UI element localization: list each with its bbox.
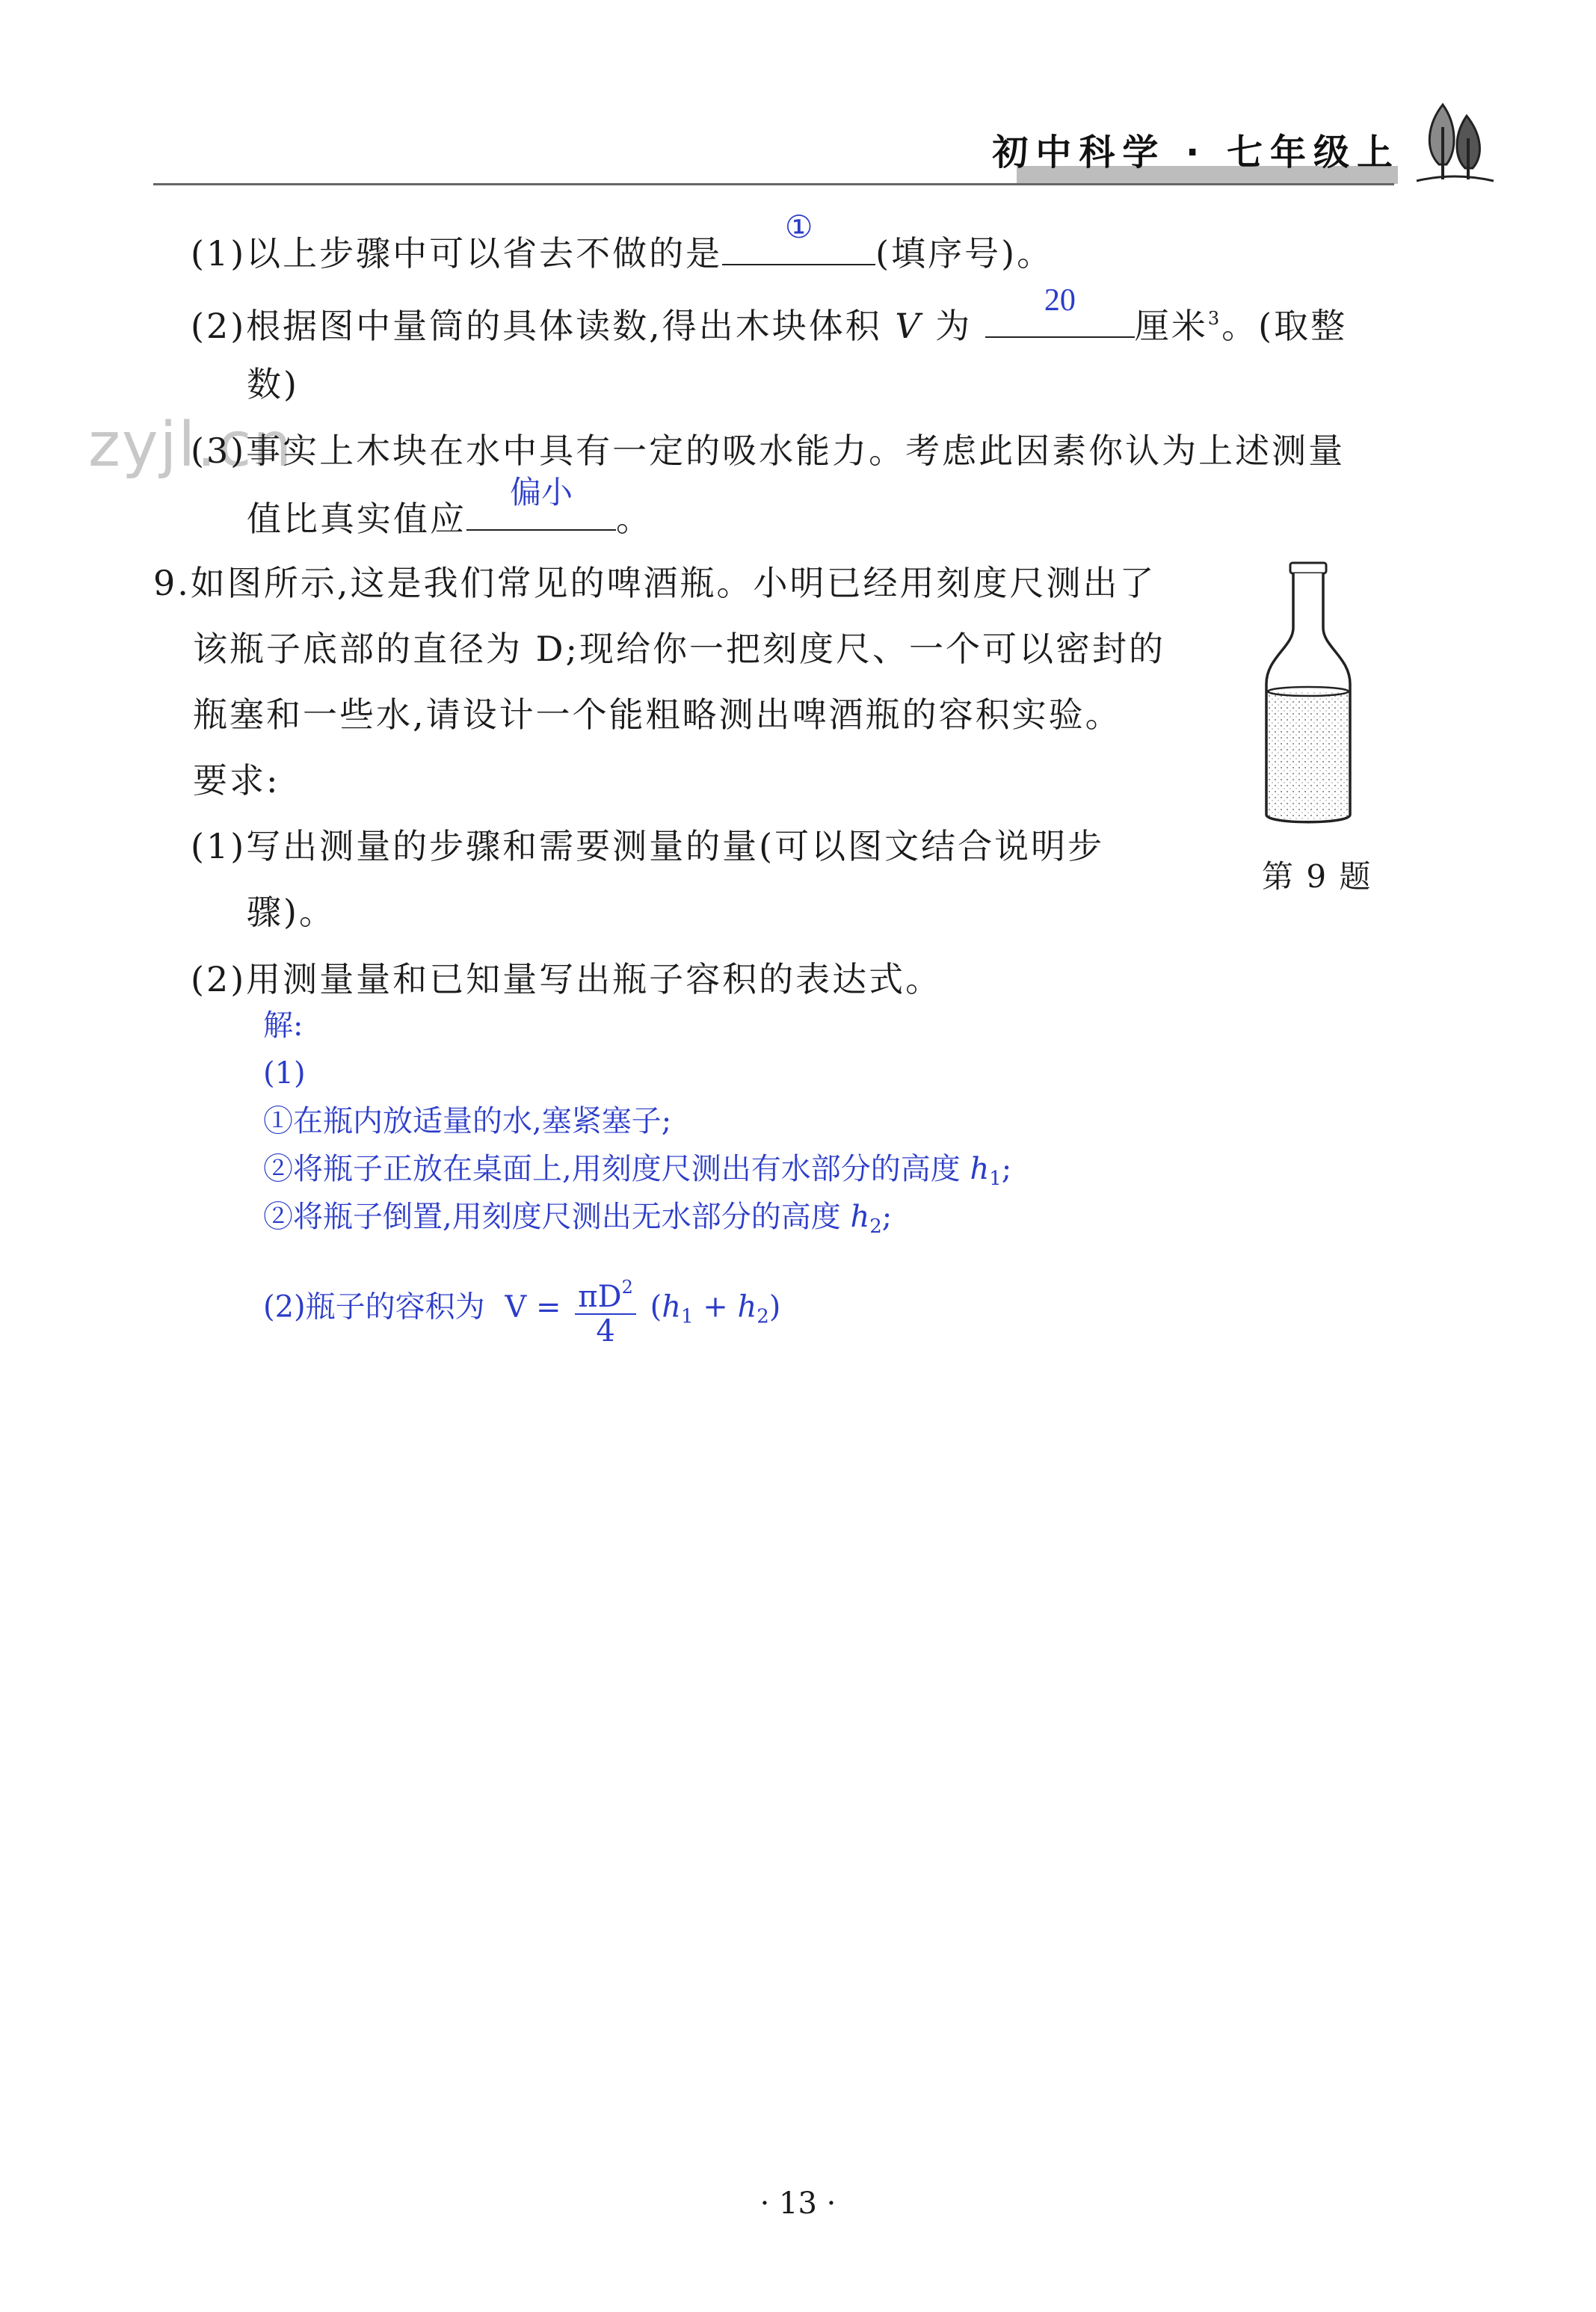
- q8-part1-answer: ①: [784, 211, 813, 245]
- q9-line2: 该瓶子底部的直径为 D;现给你一把刻度尺、一个可以密封的: [193, 629, 1166, 669]
- q9-line5: (1)写出测量的步骤和需要测量的量(可以图文结合说明步: [191, 826, 1105, 866]
- q9-line3: 瓶塞和一些水,请设计一个能粗略测出啤酒瓶的容积实验。: [193, 694, 1122, 735]
- q8-part2-unit: 厘米: [1134, 306, 1208, 346]
- q8-part2-unit-sup: 3: [1207, 308, 1222, 329]
- q8-part2-mid: 为: [935, 306, 973, 346]
- formula-num-sup: 2: [621, 1277, 633, 1298]
- formula-h2: h: [737, 1289, 757, 1325]
- solution-step2: [263, 1151, 1011, 1197]
- q8-part3-line2: [247, 476, 653, 541]
- q8-part1-text: (1)以上步骤中可以省去不做的是: [191, 233, 723, 274]
- q8-part2-var: V: [895, 306, 922, 346]
- formula-close-paren: ): [768, 1289, 781, 1325]
- formula-plus: +: [693, 1289, 738, 1325]
- q8-part3-line1: (3)事实上木块在水中具有一定的吸水能力。考虑此因素你认为上述测量: [191, 431, 1346, 471]
- formula-sub2: 2: [757, 1305, 769, 1328]
- figure-caption: 第 9 题: [1262, 858, 1372, 895]
- solution-step3: [263, 1199, 892, 1245]
- q8-part3-answer: 偏小: [509, 476, 573, 511]
- q9-line1: 9.如图所示,这是我们常见的啤酒瓶。小明已经用刻度尺测出了: [153, 563, 1156, 603]
- tree-icon: [1413, 97, 1495, 187]
- solution-part2: [263, 1271, 780, 1353]
- formula-sub1: 1: [680, 1305, 694, 1328]
- formula-denominator: 4: [596, 1314, 615, 1348]
- q8-part2: [191, 283, 1348, 348]
- formula-fraction: [575, 1271, 636, 1348]
- formula-numerator: [575, 1271, 636, 1315]
- page-number: · 13 ·: [760, 2186, 836, 2221]
- q9-line4: 要求:: [193, 760, 280, 801]
- q9-line6: 骤)。: [247, 892, 336, 932]
- q9-line7: (2)用测量量和已知量写出瓶子容积的表达式。: [191, 959, 943, 999]
- solution-step2-var: h: [970, 1152, 990, 1186]
- q8-part1-blank: [722, 211, 875, 265]
- q8-part2-answer: 20: [1044, 283, 1076, 318]
- solution-step2-text: ②将瓶子正放在桌面上,用刻度尺测出有水部分的高度: [263, 1152, 961, 1186]
- solution-step2-end: ;: [1001, 1152, 1012, 1186]
- solution-label: 解:: [263, 1008, 304, 1043]
- solution-step1: ①在瓶内放适量的水,塞紧塞子;: [263, 1104, 672, 1138]
- q8-part3-blank: [466, 476, 616, 531]
- q8-part2-line2: 数): [247, 364, 299, 404]
- q8-part1: [191, 211, 1054, 276]
- solution-step2-sub: 1: [989, 1168, 1002, 1190]
- formula-lhs: V =: [505, 1289, 561, 1325]
- formula-num-text: πD: [578, 1280, 622, 1314]
- solution-step3-sub: 2: [869, 1215, 882, 1238]
- formula-h1: h: [662, 1289, 681, 1325]
- watermark: zyjl.cn: [88, 410, 294, 481]
- solution-part1: (1): [263, 1056, 306, 1091]
- q8-part3-text: 值比真实值应: [247, 499, 466, 539]
- solution-part2-text: (2)瓶子的容积为: [263, 1289, 485, 1325]
- beer-bottle-figure: [1256, 557, 1361, 833]
- q8-part2-blank: [985, 283, 1135, 338]
- header-title: 初中科学 · 七年级上: [992, 132, 1400, 173]
- q8-part2-text: (2)根据图中量筒的具体读数,得出木块体积: [191, 306, 882, 346]
- q8-part1-suffix: (填序号)。: [875, 233, 1054, 274]
- solution-step3-var: h: [850, 1200, 870, 1234]
- solution-step3-text: ②将瓶子倒置,用刻度尺测出无水部分的高度: [263, 1200, 841, 1234]
- header-rule: [153, 183, 1394, 185]
- q8-part2-suffix: 。(取整: [1221, 306, 1348, 346]
- solution-step3-end: ;: [881, 1200, 893, 1234]
- q8-part3-suffix: 。: [616, 499, 653, 539]
- formula-open-paren: (: [650, 1289, 662, 1325]
